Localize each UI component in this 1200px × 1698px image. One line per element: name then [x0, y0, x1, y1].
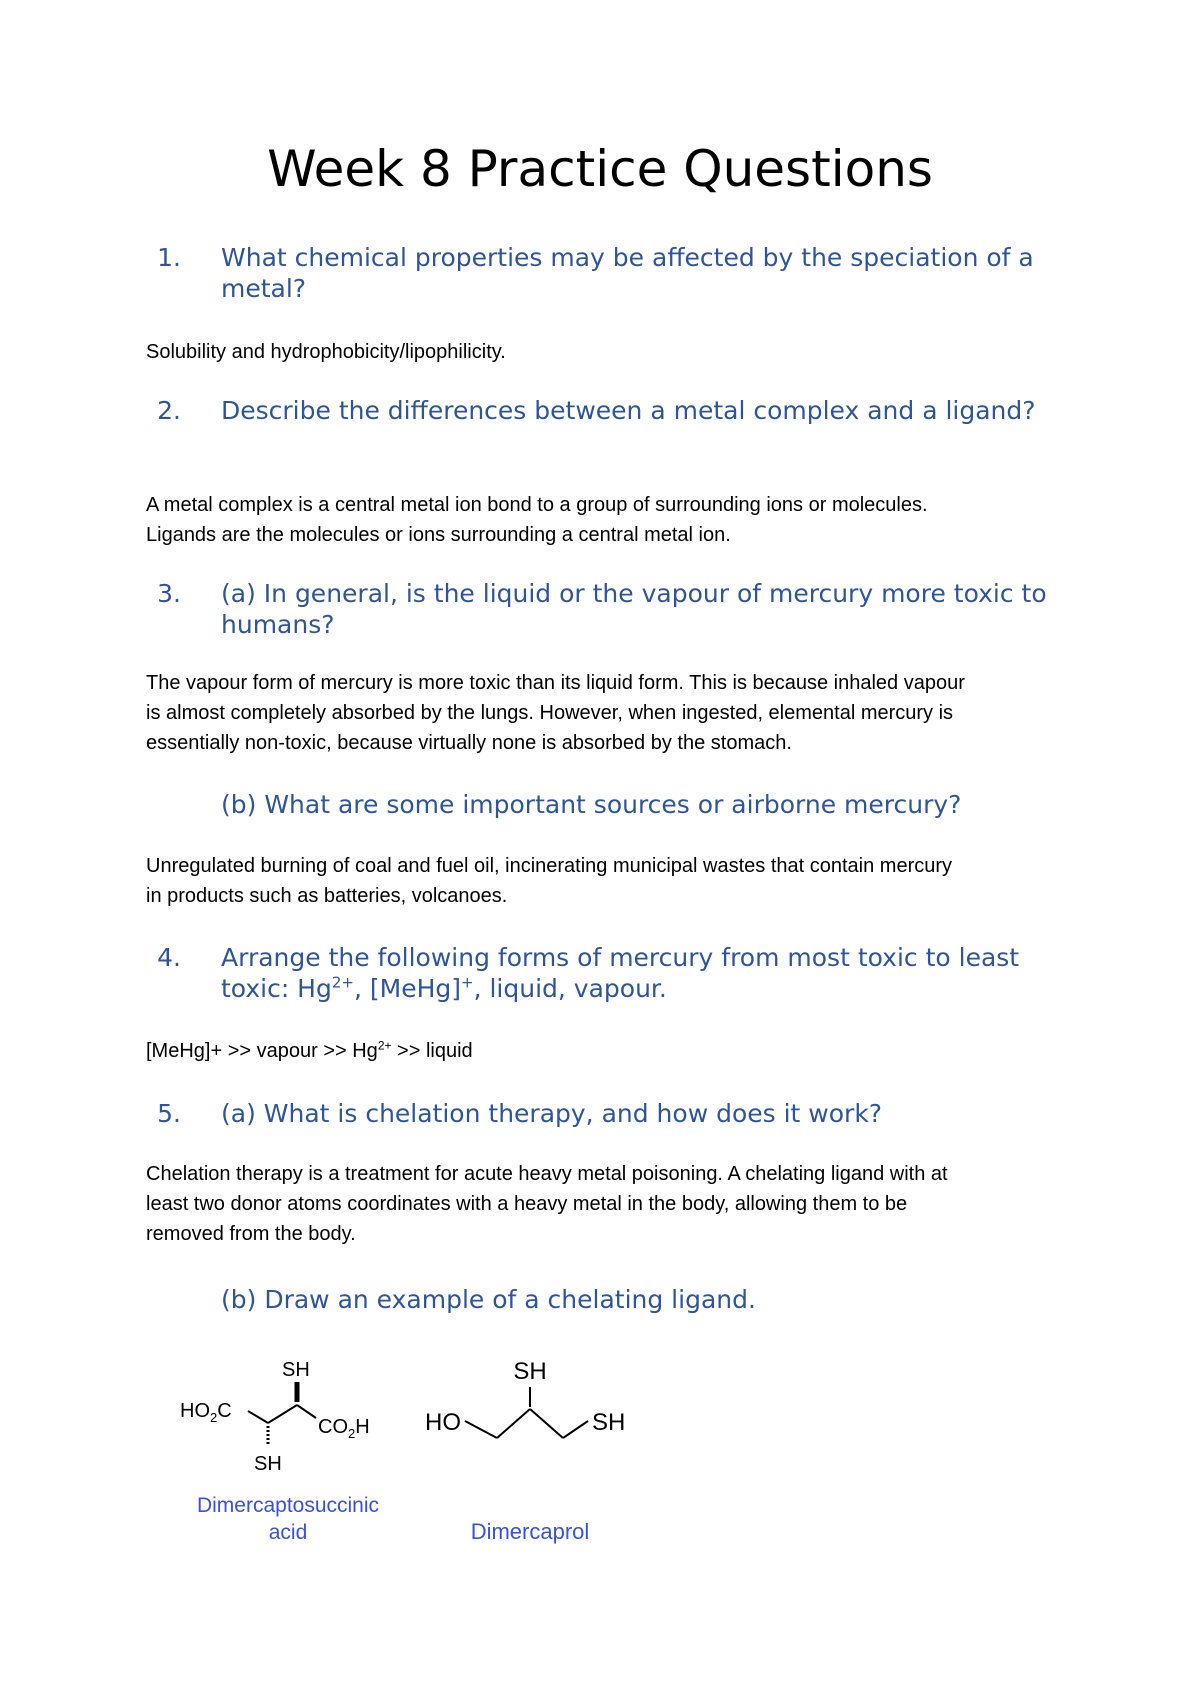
dmsa-left-group: $HO_2C$: [180, 1400, 232, 1425]
dimercaprol-caption: Dimercaprol: [470, 1519, 590, 1544]
page-title: Week 8 Practice Questions: [267, 140, 933, 198]
answer-line: least two donor atoms coordinates with a heavy metal in the body, allowing them to be: [146, 1193, 908, 1215]
dmsa-structure: [170, 1340, 410, 1560]
question-number: 1.: [157, 243, 181, 272]
question-text: (a) In general, is the liquid or the vapour of mercury more toxic to humans?: [221, 579, 1047, 639]
dimercaprol-left-group: HO: [425, 1409, 461, 1436]
question-number: 5.: [157, 1099, 181, 1128]
answer-line: Ligands are the molecules or ions surrounding a central metal ion.: [146, 524, 731, 546]
question-5b: (b) Draw an example of a chelating ligand.: [221, 1285, 756, 1314]
dimercaprol-right-group: SH: [592, 1409, 626, 1436]
question-number: 3.: [157, 579, 181, 608]
question-5: [157, 1098, 1083, 1129]
answer-line: A metal complex is a central metal ion bond to a group of surrounding ions or molecules.: [146, 494, 928, 516]
answer-line: Unregulated burning of coal and fuel oil, incinerating municipal wastes that contain mercury: [146, 855, 953, 877]
question-3: [157, 578, 1083, 640]
question-text: (a) What is chelation therapy, and how does it work?: [221, 1099, 883, 1128]
answer-3a: [146, 668, 1086, 758]
dimercaprol-sh-top: SH: [513, 1358, 547, 1385]
answer-line: removed from the body.: [146, 1223, 356, 1245]
dmsa-caption-line2: acid: [268, 1521, 308, 1544]
question-text: Arrange the following forms of mercury from most toxic to least toxic: $Hg^{2+}$, [MeHg]+, liquid, vapour.: [221, 943, 1020, 1003]
dmsa-sh-top: SH: [282, 1359, 310, 1381]
question-4: [157, 942, 1083, 1004]
answer-3b: [146, 851, 1086, 911]
dimercaprol-structure: [420, 1355, 660, 1555]
question-1: [157, 242, 1083, 304]
answer-5a: [146, 1159, 1086, 1249]
answer-line: Solubility and hydrophobicity/lipophilicity.: [146, 341, 506, 363]
question-3b: (b) What are some important sources or airborne mercury?: [221, 790, 962, 819]
question-2: [157, 395, 1083, 426]
answer-line: [MeHg]+ >> vapour >> $Hg^{2+}$ >> liquid: [146, 1038, 473, 1062]
answer-line: Chelation therapy is a treatment for acute heavy metal poisoning. A chelating ligand with at: [146, 1163, 948, 1185]
dmsa-sh-bottom: SH: [254, 1453, 282, 1475]
question-text: What chemical properties may be affected by the speciation of a metal?: [221, 243, 1034, 303]
answer-line: essentially non-toxic, because virtually none is absorbed by the stomach.: [146, 732, 792, 754]
dmsa-caption-line1: Dimercaptosuccinic: [196, 1494, 380, 1517]
answer-line: The vapour form of mercury is more toxic than its liquid form. This is because inhaled vapour: [146, 672, 965, 694]
answer-line: in products such as batteries, volcanoes.: [146, 885, 508, 907]
answer-1: [146, 337, 1086, 367]
question-number: 2.: [157, 396, 181, 425]
answer-4: [146, 1036, 1086, 1066]
dmsa-right-group: $CO_2H$: [318, 1416, 370, 1441]
answer-line: is almost completely absorbed by the lungs. However, when ingested, elemental mercury is: [146, 702, 954, 724]
question-number: 4.: [157, 943, 181, 972]
question-text: Describe the differences between a metal complex and a ligand?: [221, 396, 1036, 425]
answer-2: [146, 490, 1086, 550]
